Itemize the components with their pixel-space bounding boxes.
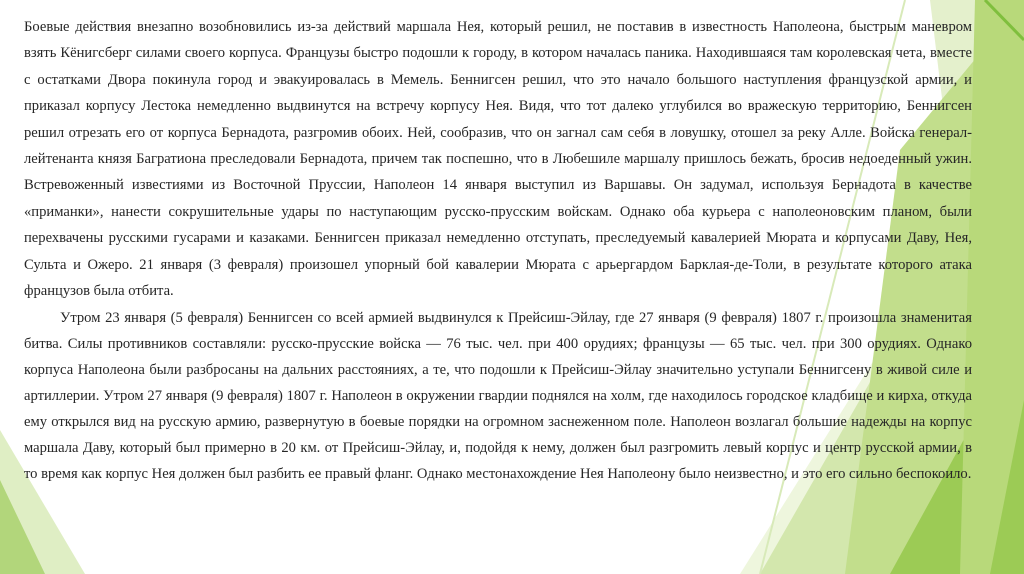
paragraph-2: Утром 23 января (5 февраля) Беннигсен со всей армией выдвинулся к Прейсиш-Эйлау, где 27 января (9 февраля) 1807 г. произошла знаменитая битва. Силы противников составляли: русско-прусские войска — 76 тыс. чел. при 400 орудиях; французы — 65 тыс. чел. при 300 орудиях. Однако корпуса Наполеона были разбросаны на дальних расстояниях, а те, что подошли к Прейсиш-Эйлау значительно уступали Беннигсену в живой силе и артиллерии. Утром 27 января (9 февраля) 1807 г. Наполеон в окружении гвардии поднялся на холм, где находилось городское кладбище и кирха, откуда ему открылся вид на русскую армию, развернутую в боевые порядки на огромном заснеженном поле. Наполеон возлагал большие надежды на корпус маршала Даву, который был примерно в 20 км. от Прейсиш-Эйлау, и, подойдя к нему, должен был разгромить левый корпус и центр русской армии, в то время как корпус Нея должен был разбить ее правый фланг. Однако местонахождение Нея Наполеону было неизвестно, и это его сильно беспокоило.	[24, 310, 972, 483]
body-text	[24, 14, 972, 487]
paragraph-1: Боевые действия внезапно возобновились из-за действий маршала Нея, который решил, не поставив в известность Наполеона, быстрым маневром взять Кёнигсберг силами своего корпуса. Французы быстро подошли к городу, в котором началась паника. Находившаяся там королевская чета, вместе с остатками Двора покинула город и эвакуировалась в Мемель. Беннигсен решил, что это начало большого наступления французской армии, и приказал корпусу Лестока немедленно выдвинутся на встречу корпусу Нея. Видя, что тот далеко углубился во вражескую территорию, Беннигсен решил отрезать его от корпуса Бернадота, разгромив обоих. Ней, сообразив, что он загнал сам себя в ловушку, отошел за реку Алле. Войска генерал-лейтенанта князя Багратиона преследовали Бернадота, причем так поспешно, что в Любешиле маршалу пришлось бежать, бросив недоеденный ужин. Встревоженный известиями из Восточной Пруссии, Наполеон 14 января выступил из Варшавы. Он задумал, используя Бернадота в качестве «приманки», нанести сокрушительные удары по наступающим русско-прусским войскам. Однако оба курьера с наполеоновским планом, были перехвачены русскими гусарами и казаками. Беннигсен приказал немедленно отступать, преследуемый кавалерией Мюрата и корпусами Даву, Нея, Сульта и Ожеро. 21 января (3 февраля) произошел упорный бой кавалерии Мюрата с арьергардом Барклая-де-Толи, в результате которого атака французов была отбита.	[24, 19, 972, 300]
